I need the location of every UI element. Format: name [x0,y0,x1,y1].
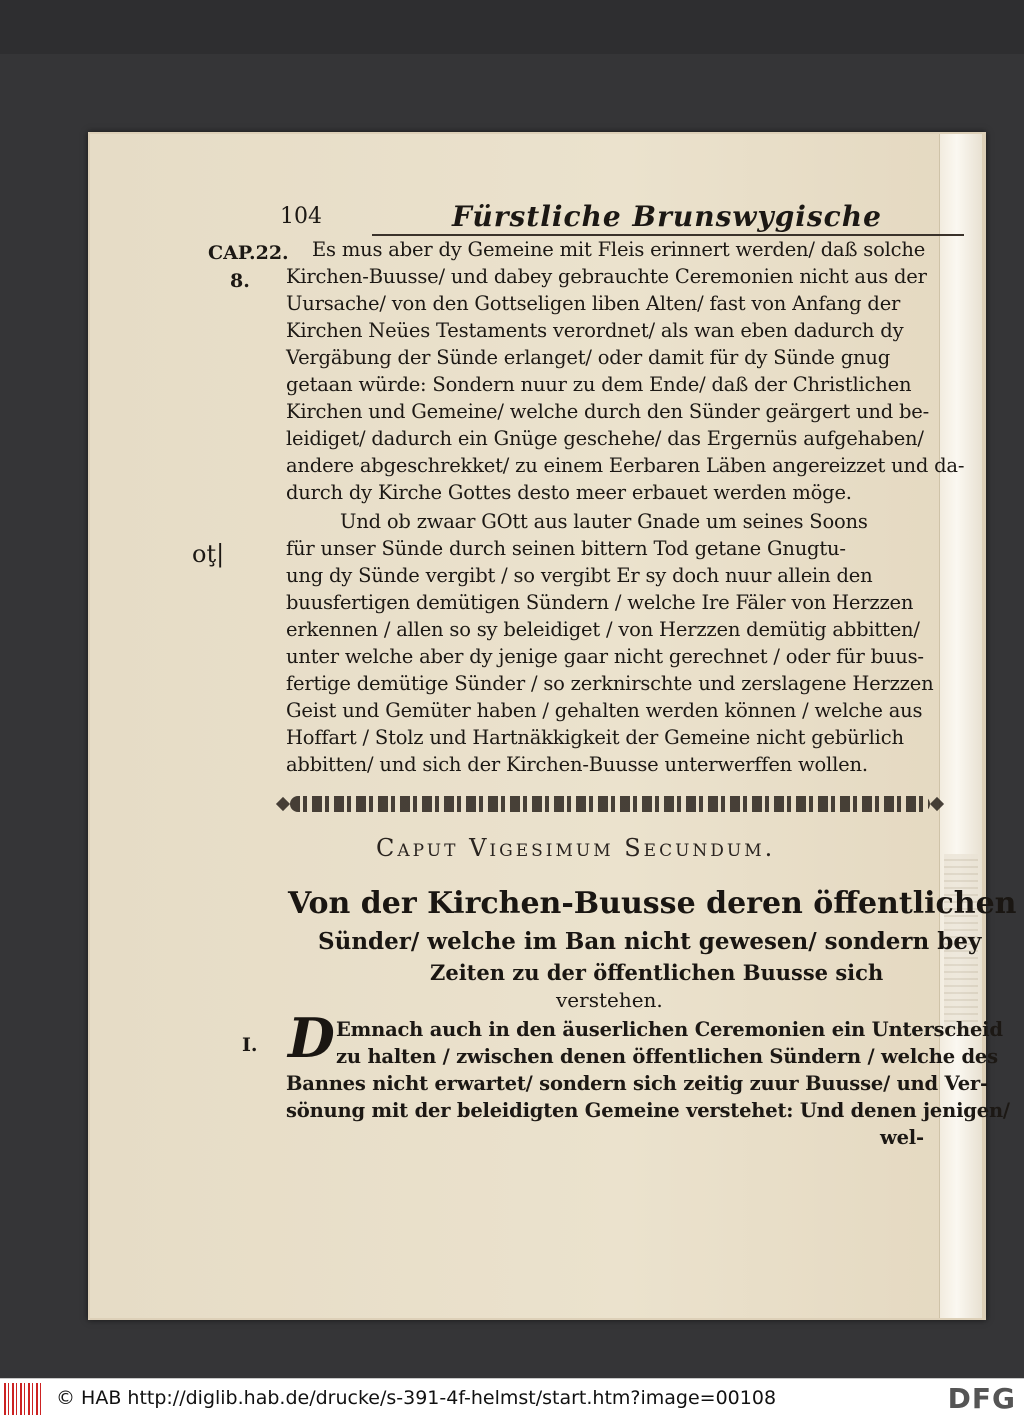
text-line: abbitten/ und sich der Kirchen-Buusse unterwerffen wollen. [286,753,868,776]
viewer-footer [0,1378,1024,1419]
book-sheet [88,132,1017,1320]
chapter-heading-line: Sünder/ welche im Ban nicht gewesen/ sondern bey [318,928,982,955]
text-line: unter welche aber dy jenige gaar nicht gerechnet / oder für buus- [286,645,924,668]
page-gutter [939,134,982,1318]
dfg-logo: DFG [947,1382,1016,1415]
page-number: 104 [280,204,322,229]
text-line: Emnach auch in den äuserlichen Ceremonien ein Unterscheid [336,1018,1003,1041]
margin-note-chapter: CAP.22. [208,242,289,264]
running-title: Fürstliche Brunswygische [452,200,882,233]
text-line: getaan würde: Sondern nuur zu dem Ende/ daß der Christlichen [286,373,912,396]
text-line: zu halten / zwischen denen öffentlichen Sündern / welche des [336,1045,998,1068]
text-line: Es mus aber dy Gemeine mit Fleis erinnert werden/ daß solche [312,238,926,261]
text-line: Kirchen und Gemeine/ welche durch den Sünder geärgert und be- [286,400,930,423]
text-line: Kirchen Neües Testaments verordnet/ als wan eben dadurch dy [286,319,904,342]
chapter-heading-line: Zeiten zu der öffentlichen Buusse sich [430,960,884,985]
text-line: andere abgeschrekket/ zu einem Eerbaren Läben angereizzet und da- [286,454,965,477]
drop-capital: D [288,1006,335,1070]
text-line: Hoffart / Stolz und Hartnäkkigkeit der Gemeine nicht gebürlich [286,726,904,749]
library-barcode-icon [4,1383,44,1415]
text-line: Geist und Gemüter haben / gehalten werden können / welche aus [286,699,923,722]
text-line: Vergäbung der Sünde erlanget/ oder damit für dy Sünde gnug [286,346,891,369]
catchword: wel- [880,1126,924,1149]
decorative-border [290,796,930,812]
text-line: Uursache/ von den Gottseligen liben Alten/ fast von Anfang der [286,292,901,315]
source-link[interactable]: © HAB http://diglib.hab.de/drucke/s-391-4f-helmst/start.htm?image=00108 [56,1387,777,1409]
scan-board [0,54,1024,1378]
text-line: leidiget/ dadurch ein Gnüge geschehe/ das Ergernüs aufgehaben/ [286,427,924,450]
text-line: Bannes nicht erwartet/ sondern sich zeitig zuur Buusse/ und Ver- [286,1072,988,1095]
chapter-caption: Caput Vigesimum Secundum. [376,834,776,862]
margin-note-paragraph: I. [242,1034,258,1056]
margin-note-section: 8. [230,270,250,292]
text-line: fertige demütige Sünder / so zerknirschte und zerslagene Herzzen [286,672,934,695]
text-line: ung dy Sünde vergibt / so vergibt Er sy doch nuur allein den [286,564,873,587]
text-line: erkennen / allen so sy beleidiget / von Herzzen demütig abbitten/ [286,618,920,641]
book-page [90,134,1017,1318]
text-line: durch dy Kirche Gottes desto meer erbauet werden möge. [286,481,852,504]
text-line: Kirchen-Buusse/ und dabey gebrauchte Ceremonien nicht aus der [286,265,927,288]
header-rule [372,234,964,236]
text-line: Und ob zwaar GOtt aus lauter Gnade um seines Soons [340,510,868,533]
text-line: für unser Sünde durch seinen bittern Tod getane Gnugtu- [286,537,846,560]
text-line: sönung mit der beleidigten Gemeine verstehet: Und denen jenigen/ [286,1099,1010,1122]
text-line: buusfertigen demütigen Sündern / welche Ire Fäler von Herzzen [286,591,914,614]
margin-note-handwritten: oţ| [192,540,225,568]
chapter-heading-line: verstehen. [556,988,663,1012]
chapter-heading-line: Von der Kirchen-Buusse deren öffentlichen [288,886,1017,921]
